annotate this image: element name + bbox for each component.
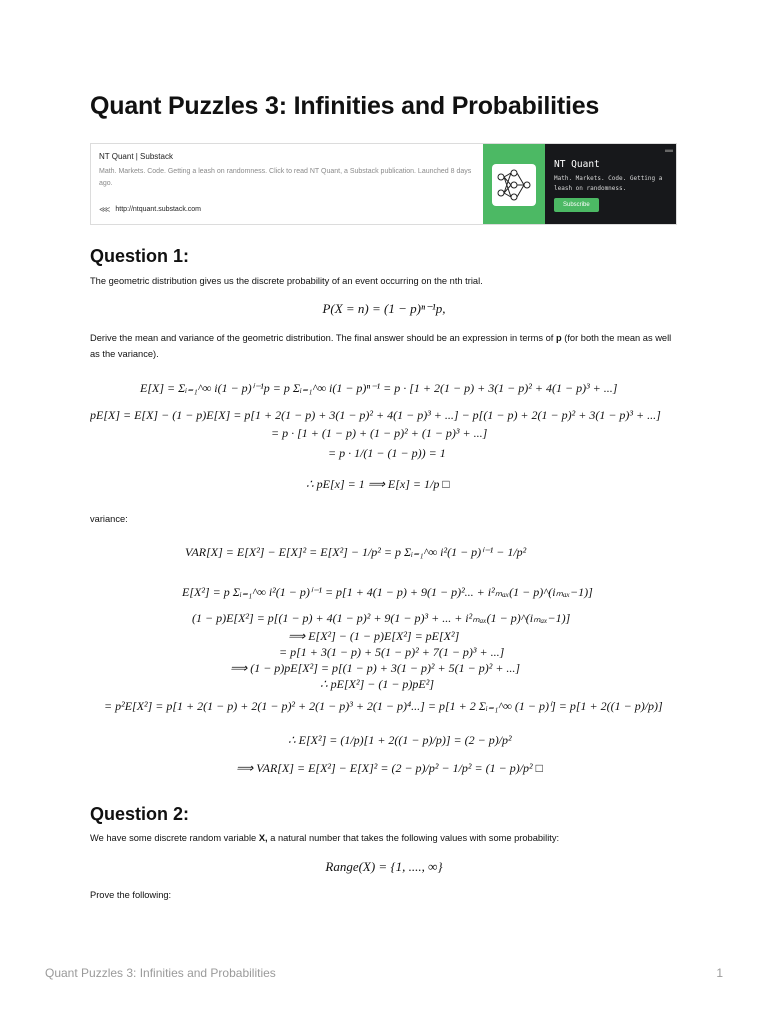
variance-line-8: = p²E[X²] = p[1 + 2(1 − p) + 2(1 − p)² + 2(1 − p)³ + 2(1 − p)⁴...] = p[1 + 2 Σᵢ₌₁^∞ (1 − p)ⁱ] = p[1 + 2((1 − p)/p)] — [104, 699, 663, 713]
bookmark-icon: ▬ — [665, 145, 673, 154]
variance-line-3: (1 − p)E[X²] = p[(1 − p) + 4(1 − p)² + 9(1 − p)³ + ... + i²ₘₐₓ(1 − p)^(iₘₐₓ−1)] — [192, 611, 571, 625]
page-title: Quant Puzzles 3: Infinities and Probabilities — [90, 92, 600, 120]
footer-title: Quant Puzzles 3: Infinities and Probabilities — [45, 966, 276, 980]
q2-intro-text-end: a natural number that takes the following values with some probability: — [267, 833, 560, 843]
task-text: Derive the mean and variance of the geometric distribution. The final answer should be an expression in terms of — [90, 333, 556, 343]
card-description: Math. Markets. Code. Getting a leash on randomness. Click to read NT Quant, a Substack publication. Launched 8 days ago. — [99, 168, 472, 187]
mean-line-2: pE[X] = E[X] − (1 − p)E[X] = p[1 + 2(1 − p) + 3(1 − p)² + 4(1 − p)³ + ...] − p[(1 − p) + 2(1 − p)² + 3(1 − p)³ + ...] — [90, 408, 661, 422]
question-2-intro — [90, 831, 680, 847]
card-link[interactable] — [99, 205, 201, 214]
variance-line-10: ⟹ VAR[X] = E[X²] − E[X]² = (2 − p)/p² − 1/p² = (1 − p)/p² □ — [236, 761, 543, 775]
card-title: NT Quant | Substack — [99, 152, 173, 161]
variance-line-2: E[X²] = p Σᵢ₌₁^∞ i²(1 − p)ⁱ⁻¹ = p[1 + 4(1 − p) + 9(1 − p)²... + i²ₘₐₓ(1 − p)^(iₘₐₓ−1)] — [182, 585, 593, 599]
variance-line-4: ⟹ E[X²] − (1 − p)E[X²] = pE[X²] — [288, 629, 460, 643]
mean-line-1: E[X] = Σᵢ₌₁^∞ i(1 − p)ⁱ⁻¹p = p Σᵢ₌₁^∞ i(1 − p)ⁿ⁻¹ = p · [1 + 2(1 − p) + 3(1 − p)² + 4(1 − p)³ + ...] — [140, 381, 618, 395]
mean-line-4: = p · 1/(1 − (1 − p)) = 1 — [328, 446, 446, 460]
question-1-heading: Question 1: — [90, 246, 190, 266]
variance-line-9: ∴ E[X²] = (1/p)[1 + 2((1 − p)/p)] = (2 − p)/p² — [288, 733, 512, 747]
logo-panel — [483, 144, 545, 225]
mean-line-5: ∴ pE[x] = 1 ⟹ E[x] = 1/p □ — [306, 477, 450, 491]
geometric-pmf: P(X = n) = (1 − p)ⁿ⁻¹p, — [322, 301, 446, 316]
card-text — [99, 152, 479, 190]
variance-line-5: = p[1 + 3(1 − p) + 5(1 − p)² + 7(1 − p)³ + ...] — [279, 645, 505, 659]
question-2-heading: Question 2: — [90, 804, 190, 824]
variance-line-6: ⟹ (1 − p)pE[X²] = p[(1 − p) + 3(1 − p)² + 5(1 − p)² + ...] — [230, 661, 521, 675]
question-1-intro: The geometric distribution gives us the discrete probability of an event occurring on the nth trial. — [90, 276, 483, 286]
substack-link-card[interactable] — [90, 143, 677, 225]
card-preview-image — [483, 144, 676, 225]
variance-line-1: VAR[X] = E[X²] − E[X]² = E[X²] − 1/p² = p Σᵢ₌₁^∞ i²(1 − p)ⁱ⁻¹ − 1/p² — [185, 545, 527, 559]
footer-page-number: 1 — [716, 966, 723, 980]
mean-line-3: = p · [1 + (1 − p) + (1 − p)² + (1 − p)³ + ...] — [271, 426, 488, 440]
link-icon: ⋘ — [99, 205, 111, 214]
range-definition: Range(X) = {1, ...., ∞} — [325, 859, 443, 874]
subscribe-button[interactable]: Subscribe — [554, 198, 599, 212]
q2-intro-text: We have some discrete random variable — [90, 833, 259, 843]
card-link-url[interactable]: http://ntquant.substack.com — [115, 206, 201, 213]
task-text-end: (for both the mean as well as the variance). — [90, 333, 672, 359]
preview-title: NT Quant — [554, 159, 600, 170]
variance-label: variance: — [90, 514, 128, 524]
variance-line-7: ∴ pE[X²] − (1 − p)pE²] — [320, 677, 435, 691]
task-bold-p: p — [555, 333, 562, 343]
network-logo-icon — [492, 164, 536, 206]
preview-tagline: Math. Markets. Code. Getting a leash on randomness. — [554, 175, 663, 192]
prove-label: Prove the following: — [90, 890, 172, 900]
q2-intro-bold: X, — [258, 833, 268, 843]
question-1-task — [90, 331, 680, 362]
